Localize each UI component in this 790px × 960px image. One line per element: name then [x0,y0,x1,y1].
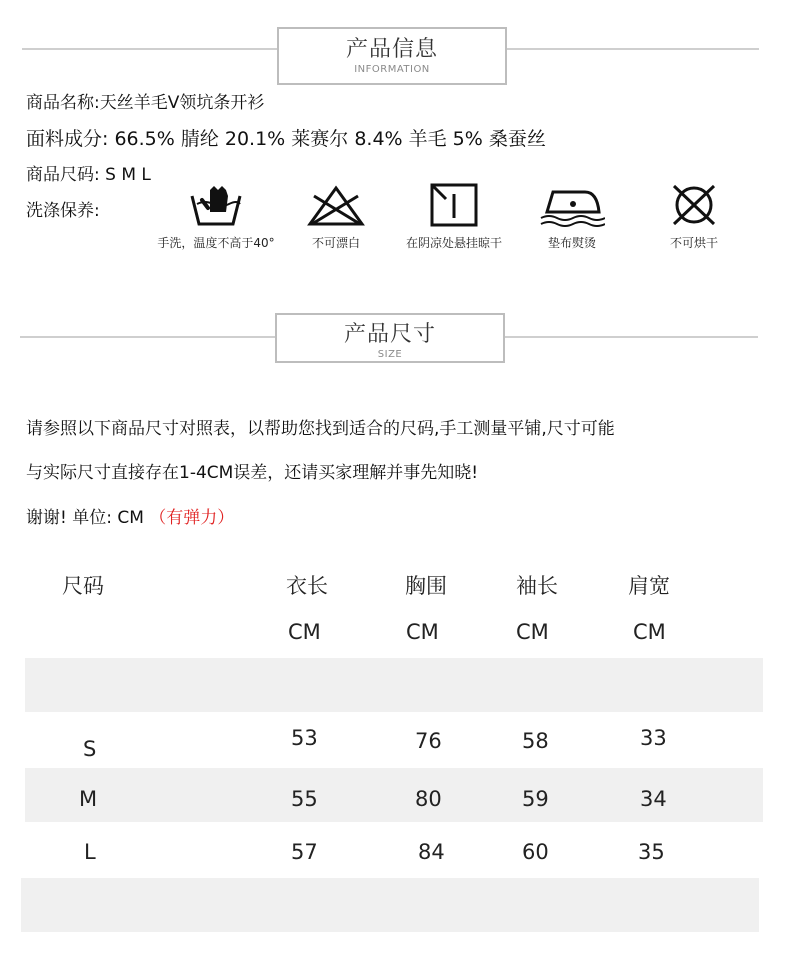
line-dry-shade-icon [390,182,518,228]
care-label: 垫布熨烫 [547,236,596,250]
iron-with-cloth-icon [530,182,614,228]
care-title: 洗涤保养: [26,201,100,221]
fabric-composition: 面料成分: 66.5% 腈纶 20.1% 莱赛尔 8.4% 羊毛 5% 桑蚕丝 [26,128,546,150]
section-subtitle: SIZE [377,349,403,360]
unit-note: 谢谢! 单位: CM [26,508,144,528]
table-cell: 53 [291,726,318,750]
divider-right [504,336,758,338]
product-sizes: 商品尺码: S M L [26,165,151,185]
unit-sleeve: CM [516,620,549,644]
care-label: 不可漂白 [311,236,360,250]
divider-left [20,336,276,338]
table-band [21,878,759,932]
elastic-note: （有弹力） [149,508,235,528]
unit-length: CM [288,620,321,644]
care-item-no-bleach [296,182,376,251]
care-label: 不可烘干 [669,236,718,250]
table-cell: 59 [522,787,549,811]
table-cell: 33 [640,726,667,750]
table-cell: 55 [291,787,318,811]
care-item-hand-wash [140,182,292,251]
col-header-size: 尺码 [62,574,104,598]
divider-left [22,48,278,50]
section-subtitle: INFORMATION [354,64,430,75]
product-name: 商品名称:天丝羊毛V领坑条开衫 [26,93,265,113]
care-label: 手洗，温度不高于40° [157,236,275,250]
col-header-length: 衣长 [286,574,328,598]
col-header-sleeve: 袖长 [516,574,558,598]
care-item-iron [530,182,614,251]
care-item-no-tumble-dry [656,182,732,251]
unit-shoulder: CM [633,620,666,644]
care-item-line-dry [390,182,518,251]
hand-wash-icon [140,182,292,228]
table-cell-size: L [84,840,96,864]
table-cell: 76 [415,729,442,753]
col-header-chest: 胸围 [405,574,447,598]
table-cell: 57 [291,840,318,864]
table-cell: 80 [415,787,442,811]
care-label: 在阴凉处悬挂晾干 [405,236,502,250]
size-note-line3 [26,503,234,528]
size-note-line1: 请参照以下商品尺寸对照表，以帮助您找到适合的尺码,手工测量平铺,尺寸可能 [26,419,615,439]
section-header-info [277,27,507,85]
table-cell-size: M [79,787,98,811]
unit-chest: CM [406,620,439,644]
table-cell: 58 [522,729,549,753]
table-cell-size: S [83,737,97,761]
table-cell: 35 [638,840,665,864]
size-note-line2: 与实际尺寸直接存在1-4CM误差，还请买家理解并事先知晓! [26,463,479,483]
section-header-size [275,313,505,363]
table-band [25,658,763,712]
table-cell: 60 [522,840,549,864]
no-tumble-dry-icon [656,182,732,228]
section-title: 产品尺寸 [343,322,436,347]
table-cell: 84 [418,840,445,864]
col-header-shoulder: 肩宽 [628,574,670,598]
divider-right [505,48,759,50]
no-bleach-icon [296,182,376,228]
section-title: 产品信息 [345,37,438,62]
table-cell: 34 [640,787,667,811]
